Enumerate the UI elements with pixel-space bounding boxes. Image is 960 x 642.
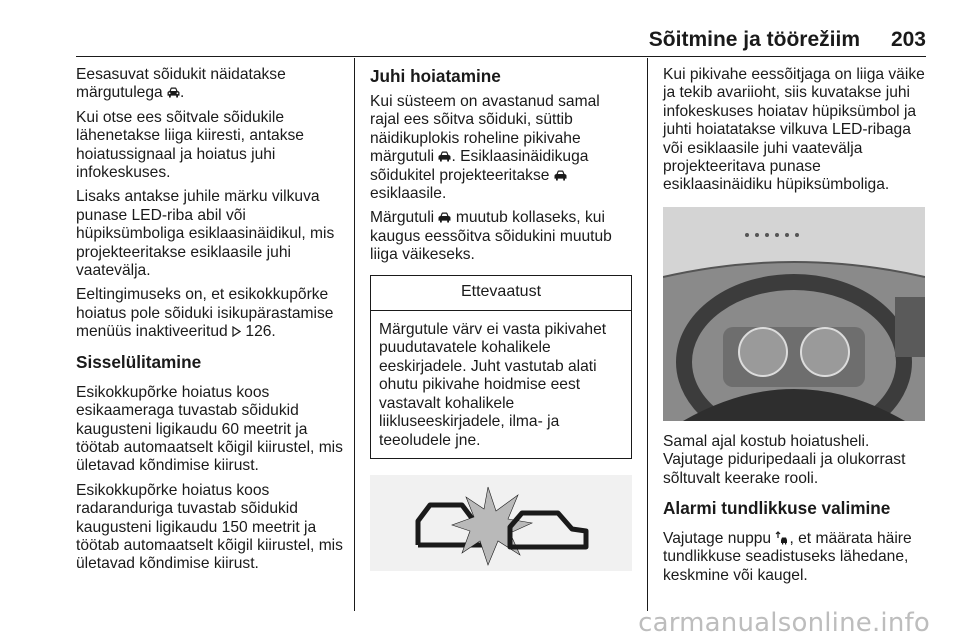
paragraph: Eesasuvat sõidukit näidatakse märgutulega . (76, 66, 286, 102)
paragraph: Samal ajal kostub hoiatusheli. Vajutage piduripedaali ja olukorrast sõltuvalt keerake rooli. (663, 432, 906, 487)
dashboard-graphic (663, 207, 925, 421)
collision-illustration (370, 475, 632, 571)
vehicle-ahead-icon (438, 151, 451, 162)
paragraph: Lisaks antakse juhile märku vilkuva punase LED-riba abil või hüpiksümboliga esiklaasinäidikul, mis projekteeritakse esiklaasile juhi vaatevälja. (76, 188, 335, 280)
section-heading: Sisselülitamine (76, 351, 202, 372)
column-left (76, 66, 346, 580)
dashboard-photo (663, 207, 925, 421)
watermark: carmanualsonline.info (638, 608, 930, 638)
caution-box (370, 275, 632, 459)
paragraph: Kui otse ees sõitvale sõidukile lähenetakse liiga kiiresti, antakse hoiatussignaal ja hoiatus juhi infokeskuses. (76, 108, 304, 182)
column-divider (354, 58, 355, 611)
caution-text: Märgutule värv ei vasta pikivahet puudutavatele kohalikele eeskirjadele. Juht vastutab alati ohutu pikivahe hoidmise eest vastavalt kohalikele liikluseeskirjadele, ilma- ja teeoludele jne. (379, 321, 607, 449)
page-reference-link[interactable]: 126. (245, 323, 276, 341)
paragraph: Kui pikivahe eessõitjaga on liiga väike ja tekib avariioht, siis kuvatakse juhi infokeskuses hoiatav hüpiksümbol ja juhti hoiatatakse vilkuva LED-ribaga või esiklaasile juhi vaatevälja projekteeritava punase esiklaasinäidiku hüpiksümboliga. (663, 66, 925, 194)
vehicle-ahead-icon (438, 212, 451, 223)
page-reference-icon[interactable] (232, 326, 241, 337)
section-heading: Alarmi tundlikkuse valimine (663, 498, 891, 519)
column-right (663, 66, 929, 591)
paragraph: Märgutuli muutub kollaseks, kui kaugus eessõitva sõidukini muutub liiga väikeseks. (370, 209, 612, 264)
paragraph: Kui süsteem on avastanud samal rajal ees sõitva sõiduki, süttib näidikuplokis roheline pikivahe märgutuli . Esiklaasinäidikuga sõidukitel projekteeritakse esiklaasile. (370, 93, 600, 203)
paragraph: Vajutage nuppu , et määrata häire tundlikkuse seadistuseks lähedane, keskmine või kaugel. (663, 530, 912, 584)
section-heading: Juhi hoiatamine (370, 66, 501, 86)
vehicle-ahead-icon (554, 170, 567, 181)
vehicle-ahead-icon (167, 87, 180, 98)
collision-graphic (370, 475, 632, 571)
impact-star (452, 487, 532, 565)
section-title: Sõitmine ja töörežiim (648, 28, 860, 51)
column-middle (370, 66, 632, 571)
column-divider (647, 58, 648, 611)
caution-title: Ettevaatust (371, 276, 631, 311)
page-header (76, 26, 926, 57)
paragraph: Esikokkupõrke hoiatus koos radaranduriga tuvastab sõidukid kaugusteni ligikaudu 150 meetrit ja töötab automaatselt kõigil kiirustel, mis ületavad kõndimise kiirust. (76, 481, 343, 573)
page-number: 203 (890, 28, 926, 51)
paragraph: Eeltingimuseks on, et esikokkupõrke hoiatus pole sõiduki isikupärastamise menüüs inaktiveeritud 126. (76, 286, 334, 341)
paragraph: Esikokkupõrke hoiatus koos esikaameraga tuvastab sõidukid kaugusteni ligikaudu 60 meetrit ja töötab automaatselt kõigil kiirustel, mis ületavad kõndimise kiirust. (76, 383, 343, 475)
gap-sensitivity-icon[interactable] (775, 531, 789, 545)
